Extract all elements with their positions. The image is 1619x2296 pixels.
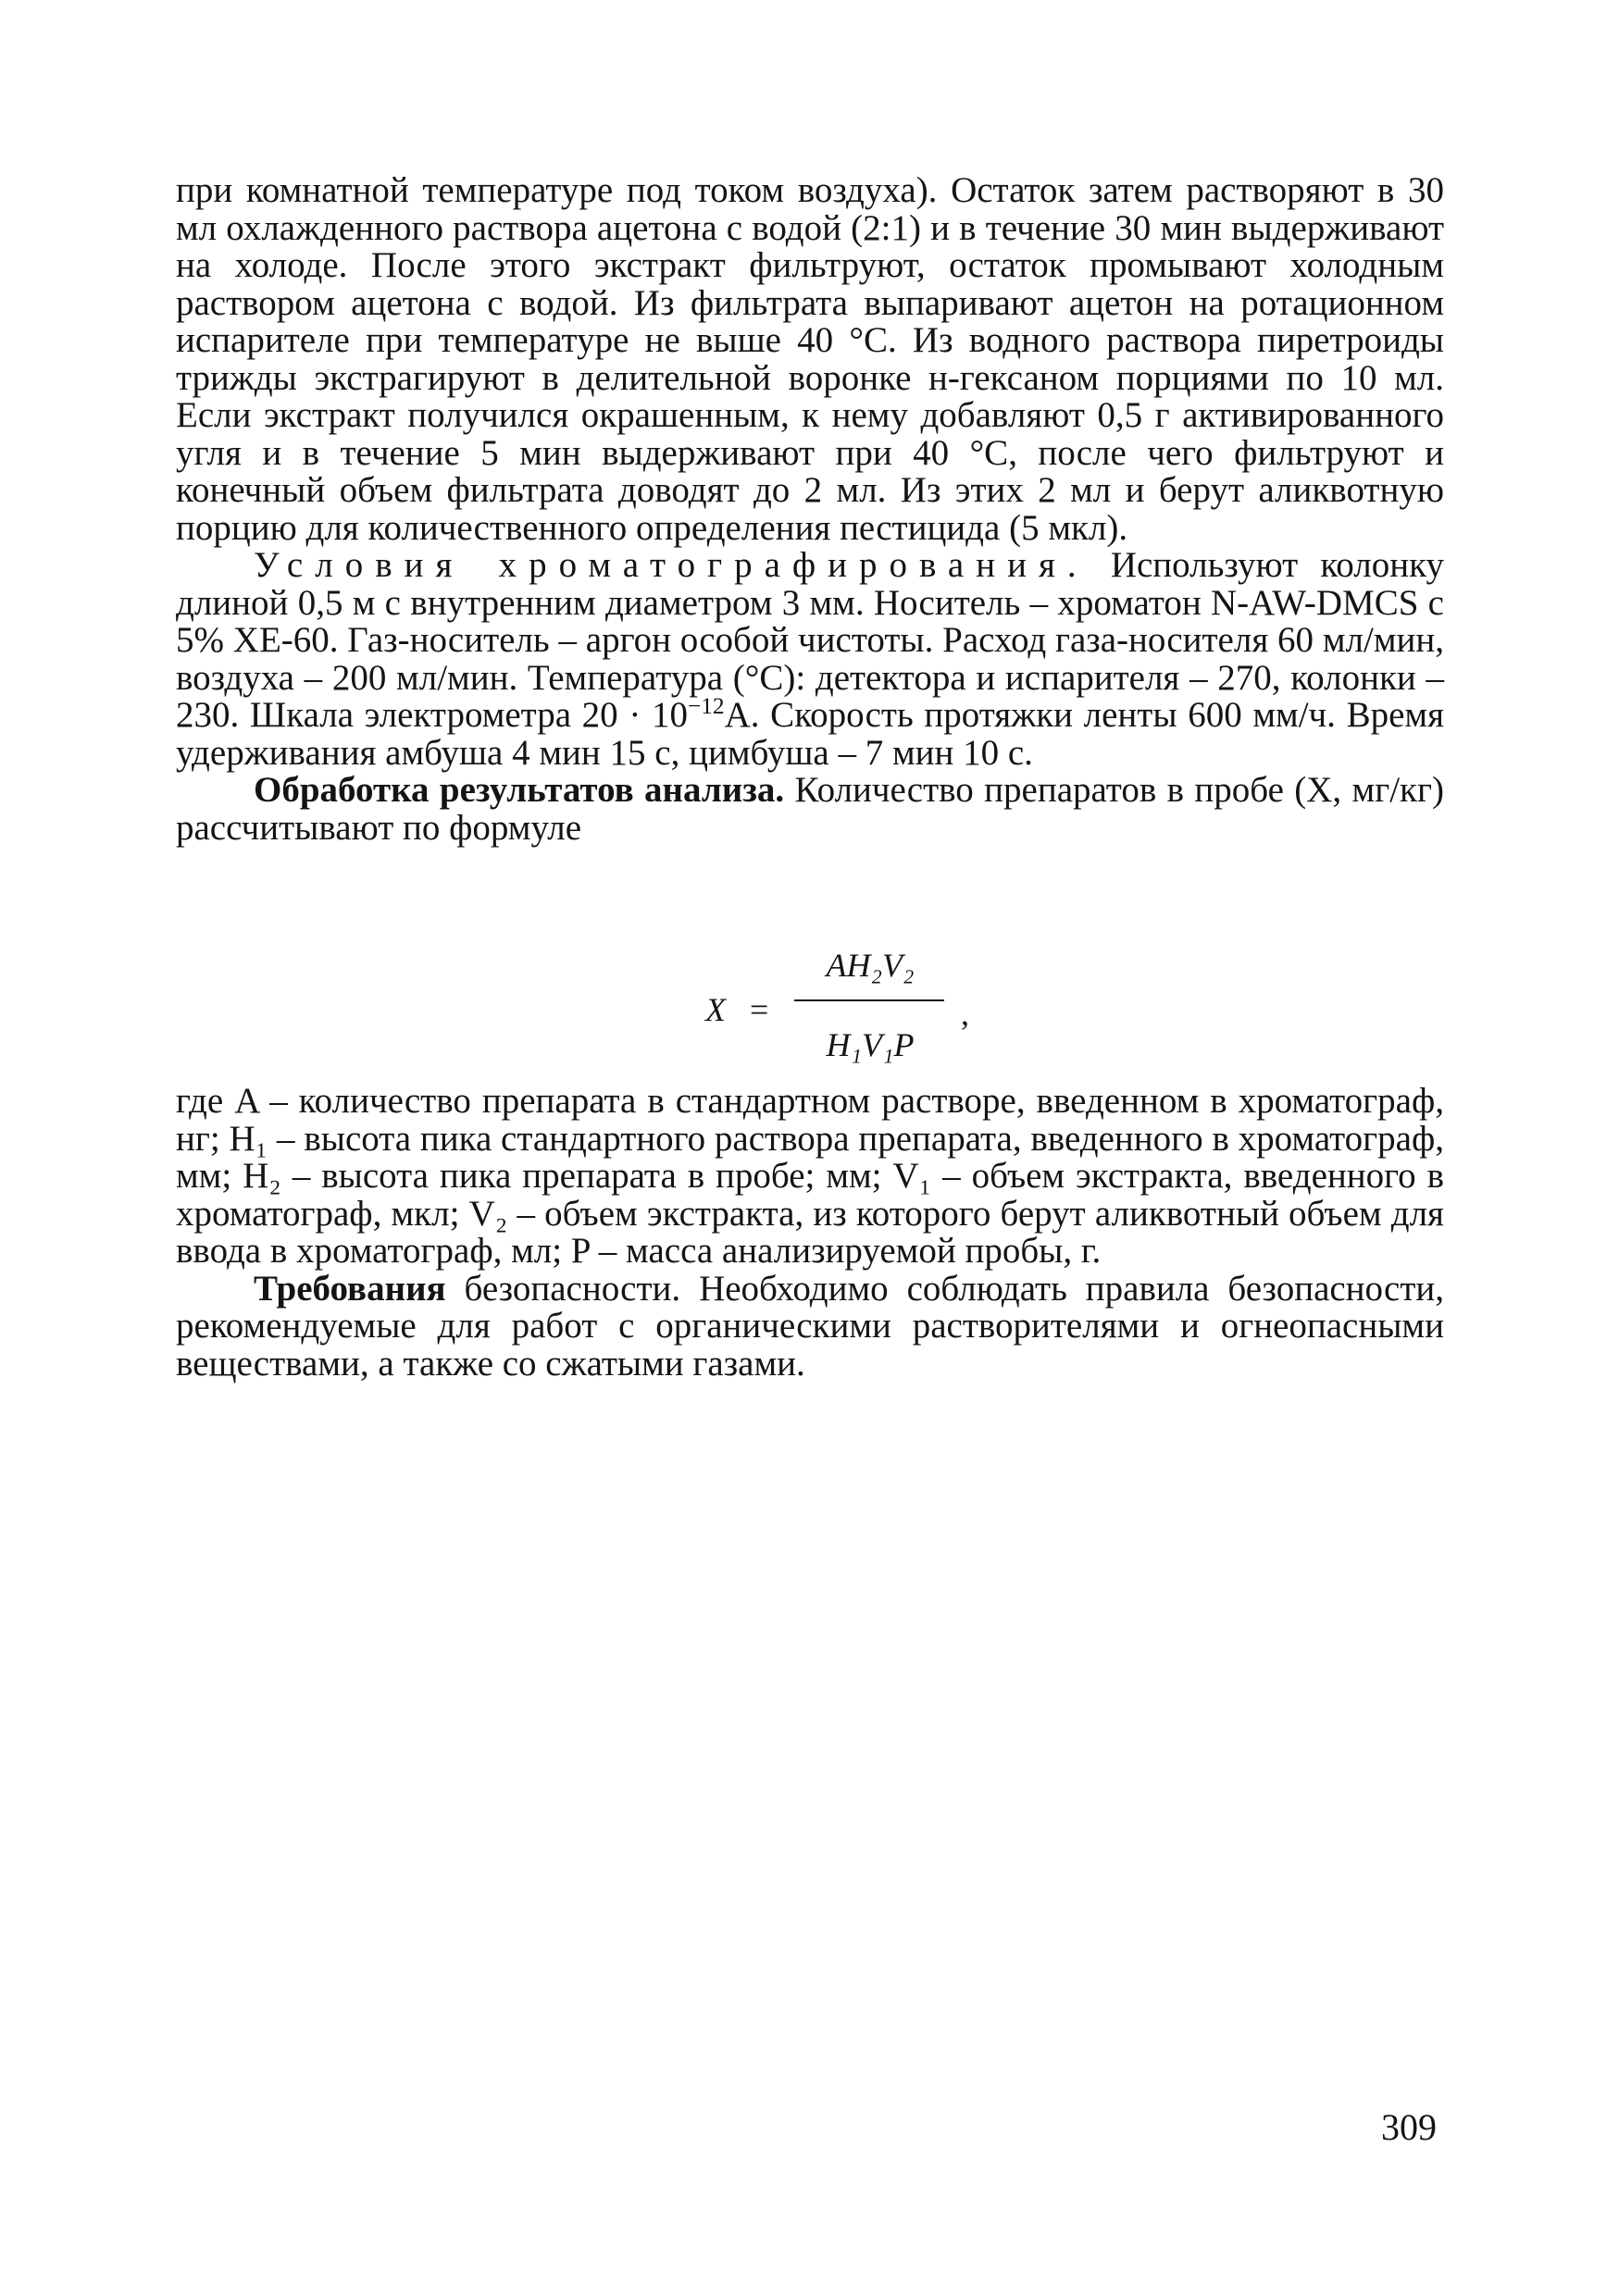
heading-chromatography-conditions: Условия хроматографирования. (254, 545, 1089, 585)
formula-trailing-comma: , (961, 995, 969, 1032)
formula-denominator: H₁V₁P (826, 1026, 915, 1063)
text-lower-block (176, 1083, 1444, 1383)
paragraph-safety-requirements (176, 1268, 1444, 1384)
results-processing-body: Количество препаратов в пробе (X, мг/кг) рассчитывают по формуле (176, 770, 1444, 848)
paragraph-results-processing (176, 772, 1444, 847)
text-upper-block (176, 172, 1444, 847)
chromatography-conditions-body: Используют колонку длиной 0,5 м с внутренним диаметром 3 мм. Носитель – хроматон N-AW-DMCS с 5% XE-60. Газ-носитель – аргон особой чистоты. Расход газа-носителя 60 мл/мин, воздуха – 200 мл/мин. Температура (°С): детектора и испарителя – 270, колонки – 230. Шкала электрометра 20 · 10 (176, 545, 1444, 735)
formula-equals: = (750, 991, 769, 1028)
page-number: 309 (1381, 2106, 1437, 2148)
heading-results-processing: Обработка результатов анализа. (254, 770, 785, 810)
exponent: −12 (687, 693, 725, 719)
chromatography-conditions-tail: А. Скорость протяжки ленты 600 мм/ч. Время удерживания амбуша 4 мин 15 с, цимбуша – 7 мин 10 с. (176, 695, 1445, 773)
formula-numerator: AH₂V₂ (826, 947, 915, 984)
paragraph-variable-definitions: где A – количество препарата в стандартном растворе, введенном в хроматограф, нг; H₁ – высота пика стандартного раствора препарата, введенного в хроматограф, мм; H₂ – высота пика препарата в пробе; мм; V₁ – объем экстракта, введенного в хроматограф, мкл; V₂ – объем экстракта, из которого берут аликвотный объем для ввода в хроматограф, мл; P – масса анализируемой пробы, г. (176, 1081, 1444, 1271)
formula-lhs: X (705, 991, 726, 1028)
paragraph-chromatography-conditions (176, 547, 1444, 772)
formula (685, 946, 1055, 1085)
safety-requirements-body: безопасности. Необходимо соблюдать правила безопасности, рекомендуемые для работ с органическими растворителями и огнеопасными веществами, а также со сжатыми газами. (176, 1268, 1444, 1384)
fraction-bar (794, 999, 944, 1001)
paragraph-extraction: при комнатной температуре под током воздуха). Остаток затем растворяют в 30 мл охлажденного раствора ацетона с водой (2:1) и в течение 30 мин выдерживают на холоде. После этого экстракт фильтруют, остаток промывают холодным раствором ацетона с водой. Из фильтрата выпаривают ацетон на ротационном испарителе при температуре не выше 40 °С. Из водного раствора пиретроиды трижды экстрагируют в делительной воронке н-гексаном порциями по 10 мл. Если экстракт получился окрашенным, к нему добавляют 0,5 г активированного угля и в течение 5 мин выдерживают при 40 °С, после чего фильтруют и конечный объем фильтрата доводят до 2 мл. Из этих 2 мл и берут аликвотную порцию для количественного определения пестицида (5 мкл). (176, 170, 1444, 548)
heading-safety-requirements: Требования (254, 1268, 446, 1309)
